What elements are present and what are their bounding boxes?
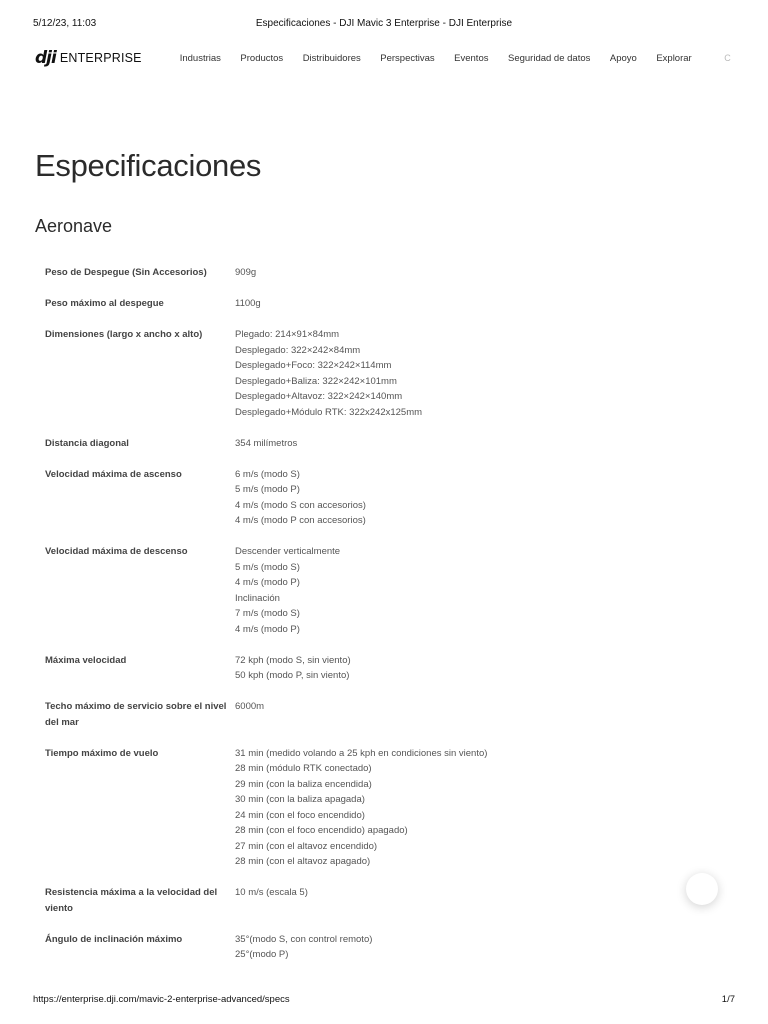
nav-item-eventos[interactable]: Eventos xyxy=(454,52,489,64)
nav-item-apoyo[interactable]: Apoyo xyxy=(609,52,637,64)
spec-label: Peso máximo al despegue xyxy=(45,298,164,309)
spec-row xyxy=(45,932,735,963)
spec-values xyxy=(235,746,735,870)
spec-value-line: 25°(modo P) xyxy=(235,949,289,960)
spec-value-line: Plegado: 214×91×84mm xyxy=(235,329,340,340)
spec-values xyxy=(235,544,735,637)
spec-values xyxy=(235,653,735,684)
spec-table xyxy=(45,265,735,978)
spec-row xyxy=(45,544,735,637)
spec-values xyxy=(235,436,735,452)
spec-values xyxy=(235,327,735,420)
spec-values xyxy=(235,932,735,963)
spec-value-line: Inclinación xyxy=(235,592,280,604)
section-title-aeronave: Aeronave xyxy=(35,216,113,236)
spec-value-line: 31 min (medido volando a 25 kph en condiciones sin viento) xyxy=(235,747,488,759)
spec-row xyxy=(45,653,735,684)
spec-value-line: 909g xyxy=(235,267,257,278)
spec-value-line: 24 min (con el foco encendido) xyxy=(235,809,365,821)
nav-item-industrias[interactable]: Industrias xyxy=(179,52,221,64)
page-title: Especificaciones xyxy=(35,148,262,183)
spec-value-line: 1100g xyxy=(235,298,261,309)
spec-values xyxy=(235,885,735,916)
spec-row xyxy=(45,885,735,916)
nav-item-seguridad-de-datos[interactable]: Seguridad de datos xyxy=(507,52,591,64)
spec-label: Peso de Despegue (Sin Accesorios) xyxy=(45,267,207,278)
spec-value-line: 5 m/s (modo S) xyxy=(235,561,300,573)
print-datetime: 5/12/23, 11:03 xyxy=(33,18,97,29)
spec-value-line: 27 min (con el altavoz encendido) xyxy=(235,840,378,852)
spec-value-line: 5 m/s (modo P) xyxy=(235,484,300,495)
spec-label: Tiempo máximo de vuelo xyxy=(45,747,159,759)
spec-value-line: Desplegado+Altavoz: 322×242×140mm xyxy=(235,391,403,402)
spec-value-line: Descender verticalmente xyxy=(235,546,341,557)
dji-enterprise-logo[interactable] xyxy=(35,48,142,68)
spec-row xyxy=(45,467,735,529)
spec-value-line: 4 m/s (modo S con accesorios) xyxy=(235,499,366,511)
spec-row xyxy=(45,436,735,452)
nav-menu xyxy=(180,53,731,64)
floating-chat-button[interactable] xyxy=(686,873,718,905)
spec-value-line: 72 kph (modo S, sin viento) xyxy=(235,654,351,666)
spec-value-line: 354 milímetros xyxy=(235,437,298,449)
spec-row xyxy=(45,327,735,420)
spec-value-line: 4 m/s (modo P) xyxy=(235,623,300,635)
search-icon[interactable]: C xyxy=(724,53,731,63)
spec-value-line: Desplegado+Foco: 322×242×114mm xyxy=(235,360,392,371)
spec-value-line: Desplegado: 322×242×84mm xyxy=(235,344,361,356)
spec-value-line: 4 m/s (modo P) xyxy=(235,577,300,588)
spec-values xyxy=(235,467,735,529)
spec-label: Máxima velocidad xyxy=(45,654,127,666)
spec-label: Techo máximo de servicio sobre el nivel del mar xyxy=(45,701,227,728)
nav-item-distribuidores[interactable]: Distribuidores xyxy=(302,52,361,64)
spec-value-line: 6 m/s (modo S) xyxy=(235,468,300,480)
spec-value-line: 6000m xyxy=(235,701,265,712)
spec-row xyxy=(45,699,735,730)
spec-label: Resistencia máxima a la velocidad del viento xyxy=(45,887,218,914)
spec-value-line: 35°(modo S, con control remoto) xyxy=(235,933,373,945)
nav-item-perspectivas[interactable]: Perspectivas xyxy=(380,52,435,64)
spec-label: Distancia diagonal xyxy=(45,437,129,449)
spec-value-line: 28 min (con el foco encendido) apagado) xyxy=(235,825,408,836)
spec-value-line: 10 m/s (escala 5) xyxy=(235,887,308,898)
spec-label: Dimensiones (largo x ancho x alto) xyxy=(45,329,203,340)
top-navbar xyxy=(35,44,738,72)
spec-value-line: Desplegado+Módulo RTK: 322x242x125mm xyxy=(235,406,423,418)
spec-label: Velocidad máxima de ascenso xyxy=(45,468,182,480)
spec-values xyxy=(235,296,735,312)
spec-value-line: 7 m/s (modo S) xyxy=(235,608,300,619)
print-document-title: Especificaciones - DJI Mavic 3 Enterprise - DJI Enterprise xyxy=(255,18,513,29)
spec-value-line: 28 min (módulo RTK conectado) xyxy=(235,763,372,774)
print-footer xyxy=(33,994,735,1008)
print-page-number: 1/7 xyxy=(721,994,735,1005)
spec-row xyxy=(45,296,735,312)
spec-value-line: 28 min (con el altavoz apagado) xyxy=(235,856,371,867)
spec-label: Ángulo de inclinación máximo xyxy=(45,933,183,945)
spec-label: Velocidad máxima de descenso xyxy=(45,546,188,557)
nav-item-explorar[interactable]: Explorar xyxy=(656,52,692,64)
nav-item-productos[interactable]: Productos xyxy=(240,52,284,64)
spec-value-line: 4 m/s (modo P con accesorios) xyxy=(235,515,366,526)
logo-text: ENTERPRISE xyxy=(59,51,142,65)
print-page-url: https://enterprise.dji.com/mavic-2-enterprise-advanced/specs xyxy=(33,994,290,1005)
spec-value-line: 30 min (con la baliza apagada) xyxy=(235,794,365,805)
spec-row xyxy=(45,265,735,281)
spec-value-line: Desplegado+Baliza: 322×242×101mm xyxy=(235,375,397,387)
spec-values xyxy=(235,265,735,281)
spec-value-line: 29 min (con la baliza encendida) xyxy=(235,778,372,790)
dji-logo-mark: dji xyxy=(35,48,56,68)
spec-row xyxy=(45,746,735,870)
spec-values xyxy=(235,699,735,730)
spec-value-line: 50 kph (modo P, sin viento) xyxy=(235,670,350,681)
print-header xyxy=(33,18,735,32)
